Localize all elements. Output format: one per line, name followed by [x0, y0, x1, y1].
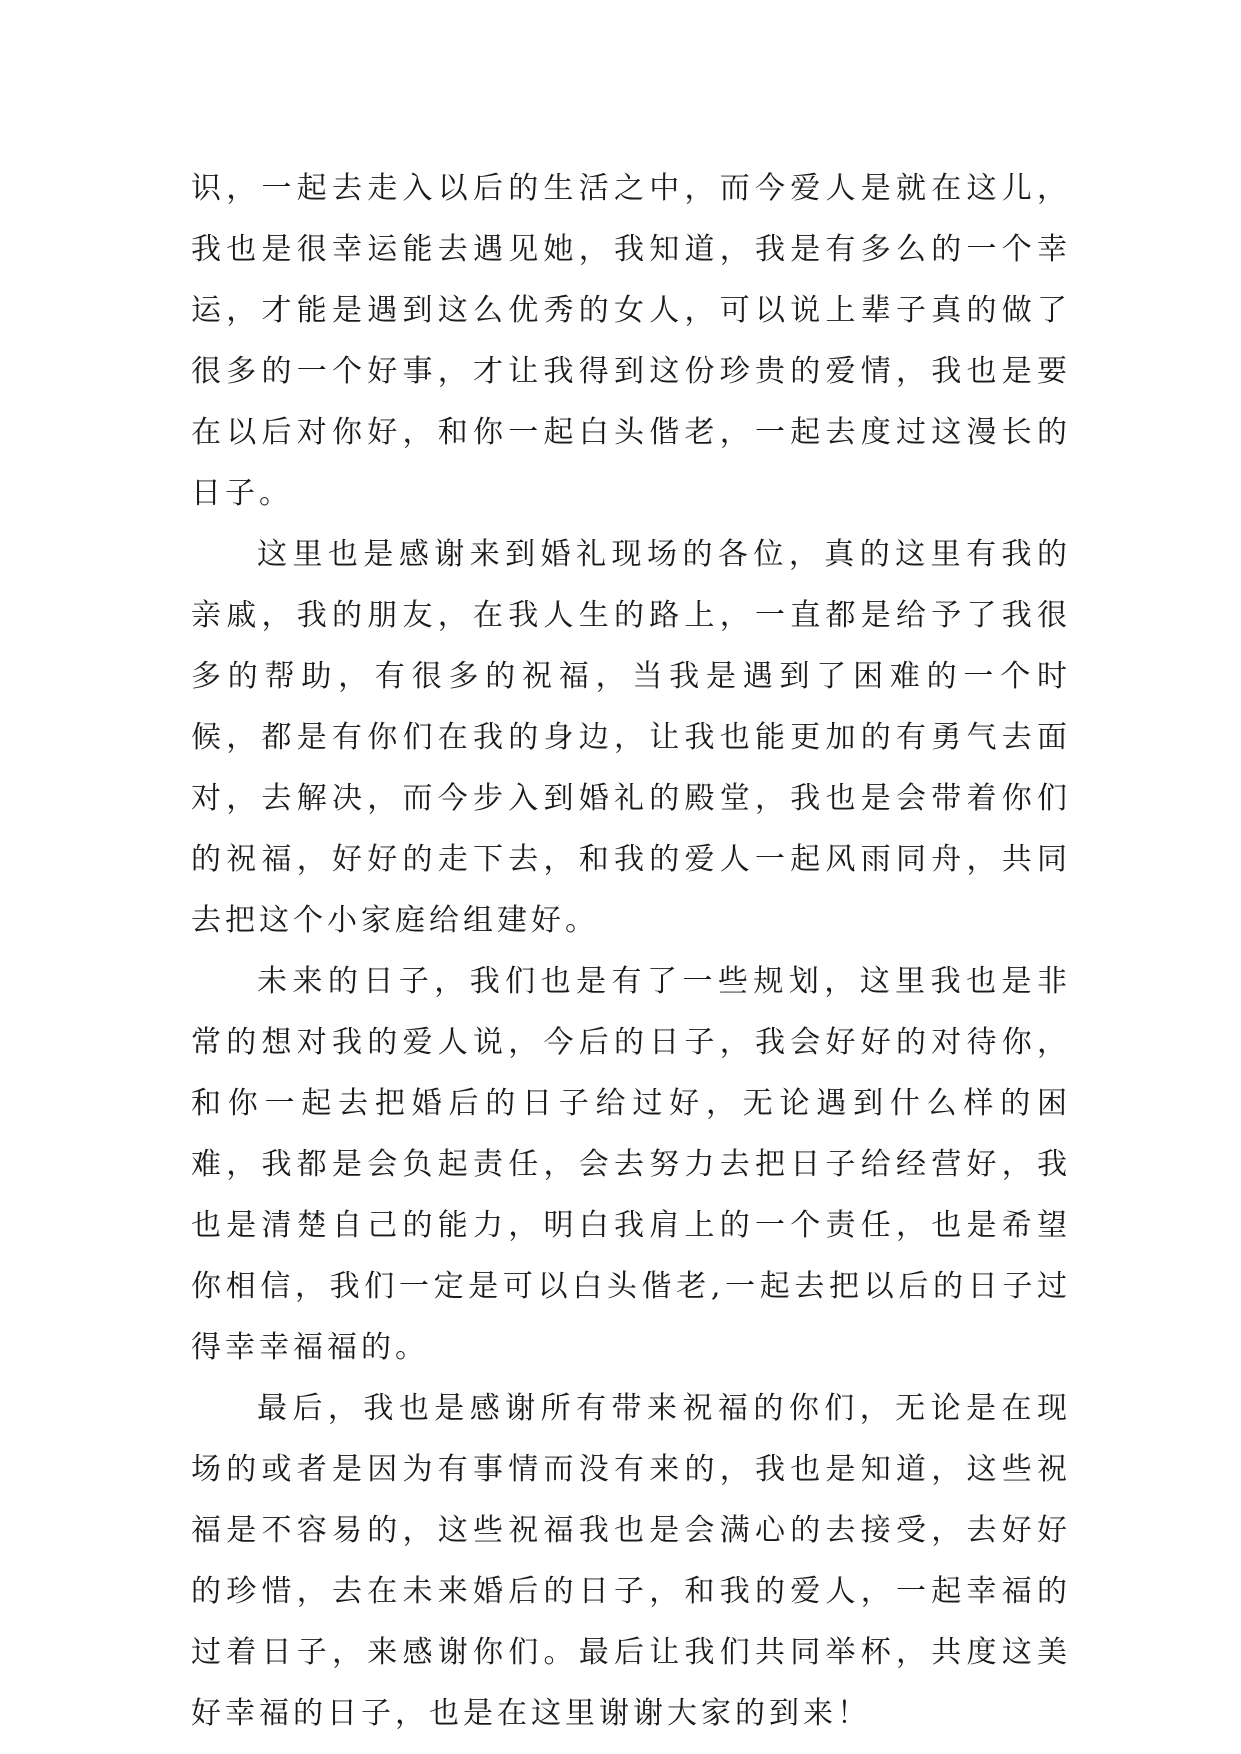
- paragraph-4: 最后，我也是感谢所有带来祝福的你们，无论是在现场的或者是因为有事情而没有来的，我也是知道，这些祝福是不容易的，这些祝福我也是会满心的去接受，去好好的珍惜，去在未来婚后的日子，和我的爱人，一起幸福的过着日子，来感谢你们。最后让我们共同举杯，共度这美好幸福的日子，也是在这里谢谢大家的到来！: [191, 1391, 1071, 1731]
- document-body: [191, 158, 1071, 1744]
- paragraph-2: 这里也是感谢来到婚礼现场的各位，真的这里有我的亲戚，我的朋友，在我人生的路上，一直都是给予了我很多的帮助，有很多的祝福，当我是遇到了困难的一个时候，都是有你们在我的身边，让我也能更加的有勇气去面对，去解决，而今步入到婚礼的殿堂，我也是会带着你们的祝福，好好的走下去，和我的爱人一起风雨同舟，共同去把这个小家庭给组建好。: [191, 537, 1071, 938]
- paragraph-3: 未来的日子，我们也是有了一些规划，这里我也是非常的想对我的爱人说，今后的日子，我会好好的对待你，和你一起去把婚后的日子给过好，无论遇到什么样的困难，我都是会负起责任，会去努力去把日子给经营好，我也是清楚自己的能力，明白我肩上的一个责任，也是希望你相信，我们一定是可以白头偕老,一起去把以后的日子过得幸幸福福的。: [191, 964, 1071, 1365]
- paragraph-1: 识，一起去走入以后的生活之中，而今爱人是就在这儿，我也是很幸运能去遇见她，我知道，我是有多么的一个幸运，才能是遇到这么优秀的女人，可以说上辈子真的做了很多的一个好事，才让我得到这份珍贵的爱情，我也是要在以后对你好，和你一起白头偕老，一起去度过这漫长的日子。: [191, 171, 1071, 511]
